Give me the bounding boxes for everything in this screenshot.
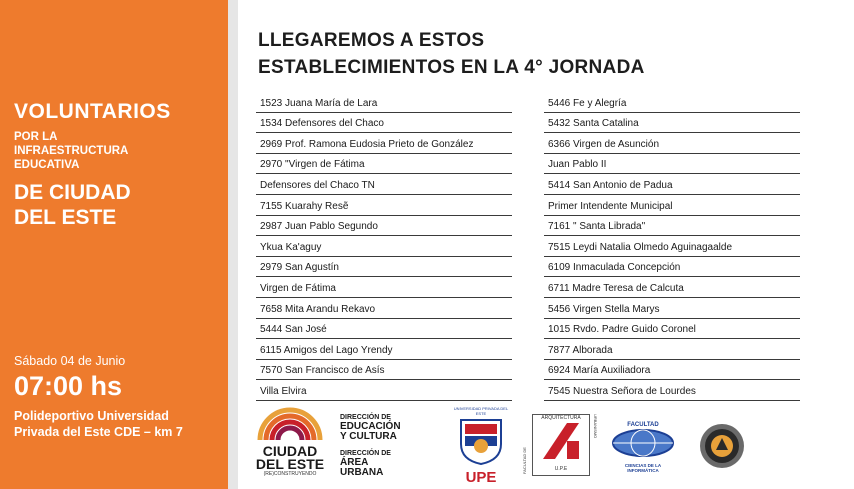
- arq-side-text-2: URBANISMO: [593, 414, 598, 439]
- school-name: 7545 Nuestra Señora de Lourdes: [548, 385, 696, 397]
- school-list-item: [256, 174, 512, 195]
- dir2-big-2: URBANA: [340, 467, 384, 478]
- school-list-item: [256, 277, 512, 298]
- arq-top-text: ARQUITECTURA: [541, 415, 581, 421]
- upe-shield-icon: [453, 416, 509, 466]
- venue-line-1: Polideportivo Universidad: [14, 409, 169, 423]
- school-list-item: [544, 133, 800, 154]
- arq-emblem-icon: [533, 421, 589, 461]
- arq-bottom-text: U.P.E: [554, 466, 568, 472]
- school-list-item: [544, 154, 800, 175]
- school-name: 6924 María Auxiliadora: [548, 365, 651, 377]
- fac-bottom-text: CIENCIAS DE LA INFORMÁTICA: [624, 463, 662, 473]
- school-list-item: [544, 216, 800, 237]
- school-list-item: [544, 195, 800, 216]
- school-name: 7877 Alborada: [548, 344, 613, 356]
- school-list-left: [256, 92, 512, 401]
- dir2-small: DIRECCIÓN DE: [340, 450, 391, 457]
- ciudad-del-este-logo: [252, 404, 328, 484]
- school-name: 1523 Juana María de Lara: [260, 97, 378, 109]
- city-heading: [14, 180, 214, 230]
- dir1-big-1: EDUCACIÓN: [340, 421, 401, 432]
- school-name: 7515 Leydi Natalia Olmedo Aguinagaalde: [548, 241, 733, 253]
- event-time: 07:00 hs: [14, 371, 123, 401]
- fac-top-text: FACULTAD: [627, 422, 659, 428]
- sunrise-icon: [252, 404, 328, 440]
- school-list-item: [544, 380, 800, 401]
- upe-top-text: UNIVERSIDAD PRIVADA DEL ESTE: [453, 406, 509, 416]
- school-name: 6115 Amigos del Lago Yrendy: [260, 344, 393, 356]
- school-list-item: [544, 113, 800, 134]
- school-list-item: [256, 236, 512, 257]
- dir1-big-2: Y CULTURA: [340, 431, 397, 442]
- school-list-item: [256, 319, 512, 340]
- school-name: 5432 Santa Catalina: [548, 118, 639, 130]
- facultad-arquitectura-logo: [532, 414, 590, 476]
- cde-logo-tagline: (RE)CONSTRUYENDO: [263, 471, 317, 477]
- school-name: 1015 Rvdo. Padre Guido Coronel: [548, 324, 696, 336]
- school-name: 7658 Mita Arandu Rekavo: [260, 303, 376, 315]
- school-name: Primer Intendente Municipal: [548, 200, 673, 212]
- school-name: 2987 Juan Pablo Segundo: [260, 221, 378, 233]
- voluntarios-heading: VOLUNTARIOS: [14, 100, 171, 123]
- school-name: 6109 Inmaculada Concepción: [548, 262, 681, 274]
- arq-side-text: FACULTAD DE: [522, 447, 527, 474]
- subtitle: [14, 130, 214, 172]
- gear-emblem-logo: [698, 422, 746, 470]
- left-info-panel: [0, 0, 228, 489]
- school-list-item: [544, 92, 800, 113]
- globe-icon: [610, 428, 676, 458]
- school-list-item: [256, 339, 512, 360]
- subtitle-line-2: INFRAESTRUCTURA: [14, 145, 129, 157]
- school-list-item: [544, 339, 800, 360]
- city-line-2: DEL ESTE: [14, 206, 117, 229]
- sponsor-logos: [250, 400, 850, 489]
- school-name: Defensores del Chaco TN: [260, 179, 375, 191]
- direccion-educacion-logo: [340, 414, 420, 442]
- school-name: 5446 Fe y Alegría: [548, 97, 627, 109]
- event-date: Sábado 04 de Junio: [14, 354, 126, 368]
- school-list-item: [256, 257, 512, 278]
- school-name: 5414 San Antonio de Padua: [548, 179, 673, 191]
- school-name: 7570 San Francisco de Asís: [260, 365, 385, 377]
- school-list-item: [256, 195, 512, 216]
- panel-divider: [228, 0, 238, 489]
- cde-logo-line-1: CIUDAD: [262, 443, 318, 459]
- school-list-item: [544, 298, 800, 319]
- direccion-area-urbana-logo: [340, 450, 420, 478]
- upe-label: UPE: [465, 469, 497, 486]
- school-list-item: [544, 236, 800, 257]
- school-name: 5456 Virgen Stella Marys: [548, 303, 660, 315]
- school-name: 2970 "Virgen de Fátima: [260, 159, 365, 171]
- school-name: 1534 Defensores del Chaco: [260, 118, 384, 130]
- city-line-1: DE CIUDAD: [14, 181, 131, 204]
- subtitle-line-1: POR LA: [14, 131, 58, 143]
- school-name: 5444 San José: [260, 324, 327, 336]
- school-list-item: [256, 298, 512, 319]
- cde-logo-line-2: DEL ESTE: [255, 456, 325, 472]
- title-line-2: ESTABLECIMIENTOS EN LA 4° JORNADA: [258, 57, 645, 78]
- upe-logo: [453, 406, 509, 484]
- page-title: [258, 27, 645, 81]
- school-list-item: [544, 174, 800, 195]
- school-list-item: [544, 257, 800, 278]
- school-list-item: [256, 92, 512, 113]
- school-list-item: [256, 154, 512, 175]
- school-name: 2969 Prof. Ramona Eudosia Prieto de González: [260, 138, 474, 150]
- school-list-item: [544, 277, 800, 298]
- school-name: 2979 San Agustín: [260, 262, 339, 274]
- school-name: Juan Pablo II: [548, 159, 607, 171]
- dir2-big-1: ÁREA: [340, 457, 369, 468]
- school-list-item: [544, 360, 800, 381]
- dir1-small: DIRECCIÓN DE: [340, 414, 391, 421]
- school-list-item: [256, 360, 512, 381]
- school-list-item: [544, 319, 800, 340]
- school-list-item: [256, 133, 512, 154]
- school-name: 7161 " Santa Librada": [548, 221, 646, 233]
- school-list-item: [256, 216, 512, 237]
- gear-icon: [698, 422, 746, 470]
- school-name: 6711 Madre Teresa de Calcuta: [548, 282, 684, 294]
- facultad-informatica-logo: [610, 422, 676, 472]
- event-venue: [14, 408, 219, 440]
- title-line-1: LLEGAREMOS A ESTOS: [258, 30, 485, 51]
- subtitle-line-3: EDUCATIVA: [14, 159, 80, 171]
- school-name: 6366 Virgen de Asunción: [548, 138, 660, 150]
- school-name: 7155 Kuarahy Resẽ: [260, 200, 349, 212]
- school-list-item: [256, 113, 512, 134]
- school-list-right: [544, 92, 800, 401]
- venue-line-2: Privada del Este CDE – km 7: [14, 425, 183, 439]
- school-name: Virgen de Fátima: [260, 282, 336, 294]
- school-name: Villa Elvira: [260, 385, 307, 397]
- school-list-item: [256, 380, 512, 401]
- school-name: Ykua Ka'aguy: [260, 241, 322, 253]
